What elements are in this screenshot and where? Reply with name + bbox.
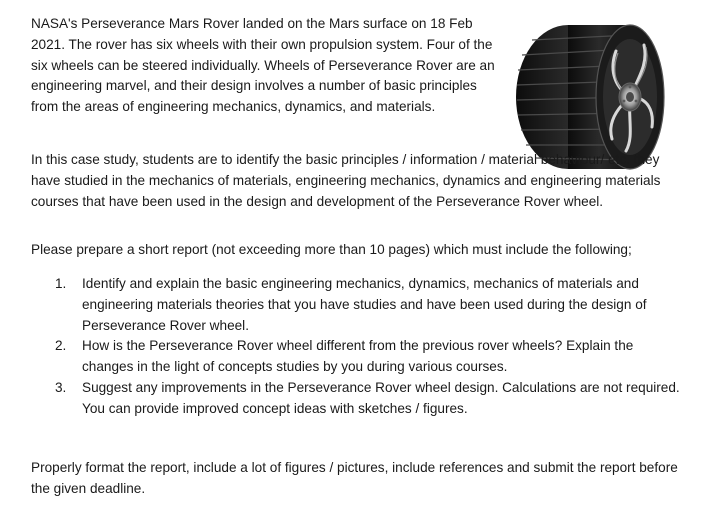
case-study-paragraph: In this case study, students are to identify the basic principles / information / material behaviour/ etc. they have studied in the mechanics of materials, engineering mechanics, dynamics and engineering materials courses that have been used in the design and development of the Perseverance Rover wheel. (31, 152, 661, 209)
requirements-list (31, 274, 681, 420)
list-item-number: 2. (55, 338, 67, 354)
list-item (31, 274, 681, 336)
list-item-text: Suggest any improvements in the Perseverance Rover wheel design. Calculations are not required. You can provide improved concept ideas with sketches / figures. (82, 379, 680, 416)
list-item-text: Identify and explain the basic engineering mechanics, dynamics, mechanics of materials and engineering materials theories that you have studies and have been used during the design of Perseverance Rover wheel. (82, 276, 647, 333)
intro-paragraph: NASA's Perseverance Mars Rover landed on the Mars surface on 18 Feb 2021. The rover has six wheels with their own propulsion system. Four of the six wheels can be steered individually. Wheels of Perseverance Rover are an engineering marvel, and their design involves a number of basic principles from the areas of engineering mechanics, dynamics, and materials. (31, 16, 495, 115)
list-item (31, 336, 681, 378)
list-item (31, 378, 681, 420)
report-instruction: Please prepare a short report (not exceeding more than 10 pages) which must include the following; (31, 242, 632, 257)
list-item-number: 1. (55, 276, 67, 291)
list-item-text: How is the Perseverance Rover wheel different from the previous rover wheels? Explain the changes in the light of concepts studies by you during various courses. (82, 338, 634, 375)
closing-paragraph: Properly format the report, include a lot of figures / pictures, include references and submit the report before the given deadline. (31, 460, 678, 496)
list-item-number: 3. (55, 379, 67, 395)
